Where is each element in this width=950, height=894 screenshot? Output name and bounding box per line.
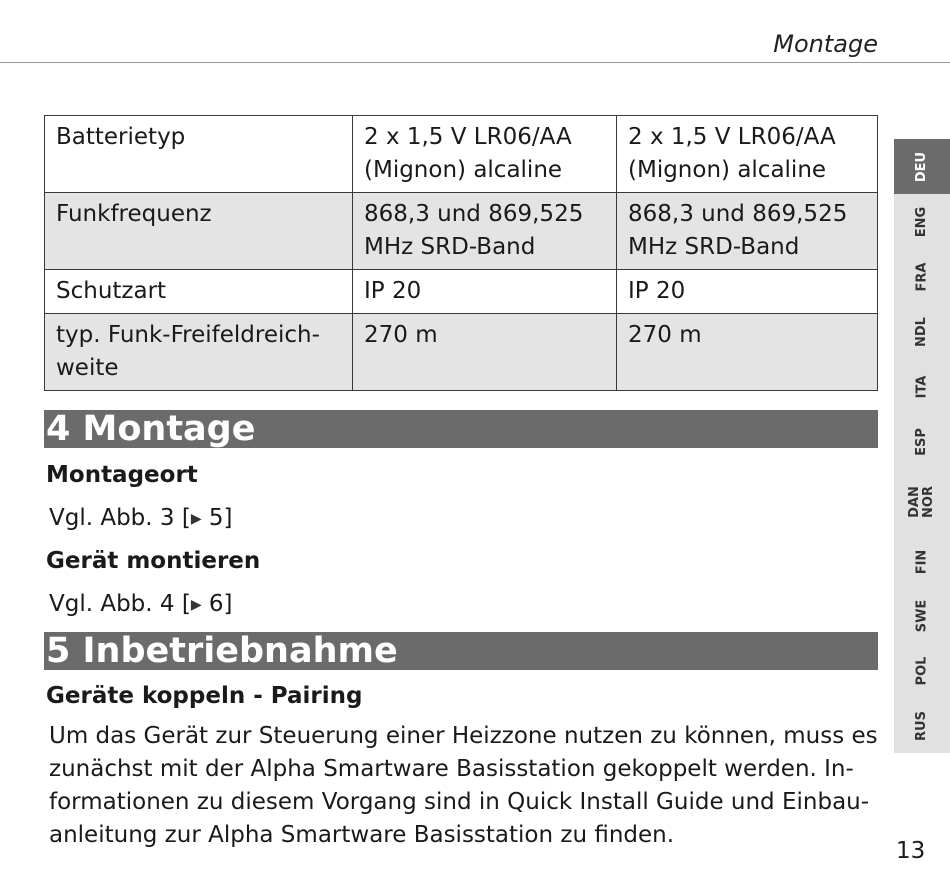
paragraph-line: anleitung zur Alpha Smartware Basisstation zu finden. xyxy=(49,822,675,848)
section-heading-montage: 4 Montage xyxy=(44,410,878,448)
reference-page-link[interactable]: 5] xyxy=(201,505,233,531)
table-cell-value: IP 20 xyxy=(617,270,878,314)
specifications-table xyxy=(44,115,878,391)
table-row xyxy=(45,193,878,270)
table-cell-value: 270 m xyxy=(617,314,878,391)
language-tab-rus[interactable]: RUS xyxy=(914,710,929,741)
paragraph-line: zunächst mit der Alpha Smartware Basisstation gekoppelt werden. In- xyxy=(49,756,854,782)
language-tab-fra[interactable]: FRA xyxy=(913,262,929,291)
language-tab-fin[interactable]: FIN xyxy=(913,549,929,575)
triangle-right-icon: ▶ xyxy=(190,511,202,527)
subheading-pairing: Geräte koppeln - Pairing xyxy=(46,683,363,709)
reference-text: Vgl. Abb. 4 [ xyxy=(49,591,191,617)
running-header-title: Montage xyxy=(773,30,878,58)
table-cell-value: 270 m xyxy=(353,314,617,391)
paragraph-line: Um das Gerät zur Steuerung einer Heizzone nutzen zu können, muss es xyxy=(49,723,878,749)
table-cell-value: 868,3 und 869,525 MHz SRD-Band xyxy=(617,193,878,270)
table-cell-label: Funkfrequenz xyxy=(45,193,353,270)
figure-reference xyxy=(49,591,233,617)
language-tab-ndl[interactable]: NDL xyxy=(914,316,929,347)
subheading-geraet-montieren: Gerät montieren xyxy=(46,548,261,574)
table-cell-value: 2 x 1,5 V LR06/AA (Mignon) alcaline xyxy=(353,116,617,193)
language-tab-esp[interactable]: ESP xyxy=(914,427,929,456)
language-tab-deu[interactable]: DEU xyxy=(894,139,950,194)
header-rule xyxy=(0,62,950,63)
table-row xyxy=(45,116,878,193)
table-cell-label: typ. Funk-Freifeldreich-weite xyxy=(45,314,353,391)
table-cell-value: IP 20 xyxy=(353,270,617,314)
language-tab-ita[interactable]: ITA xyxy=(913,375,929,398)
language-tab-dan-nor[interactable]: DAN NOR xyxy=(907,486,936,518)
pairing-paragraph xyxy=(49,720,881,852)
table-cell-value: 2 x 1,5 V LR06/AA (Mignon) alcaline xyxy=(617,116,878,193)
paragraph-line: formationen zu diesem Vorgang sind in Quick Install Guide und Einbau- xyxy=(49,789,870,815)
page-number: 13 xyxy=(896,838,926,864)
language-tab-swe[interactable]: SWE xyxy=(914,599,929,633)
triangle-right-icon: ▶ xyxy=(190,597,202,613)
table-cell-value: 868,3 und 869,525 MHz SRD-Band xyxy=(353,193,617,270)
section-heading-inbetriebnahme: 5 Inbetriebnahme xyxy=(44,632,878,670)
figure-reference xyxy=(49,505,233,531)
table-row xyxy=(45,270,878,314)
subheading-montageort: Montageort xyxy=(46,462,198,488)
reference-text: Vgl. Abb. 3 [ xyxy=(49,505,191,531)
table-cell-label: Schutzart xyxy=(45,270,353,314)
language-tab-eng[interactable]: ENG xyxy=(914,206,929,237)
table-row xyxy=(45,314,878,391)
language-tab-strip xyxy=(894,139,950,753)
table-cell-label: Batterietyp xyxy=(45,116,353,193)
reference-page-link[interactable]: 6] xyxy=(201,591,233,617)
language-tab-pol[interactable]: POL xyxy=(914,656,929,685)
